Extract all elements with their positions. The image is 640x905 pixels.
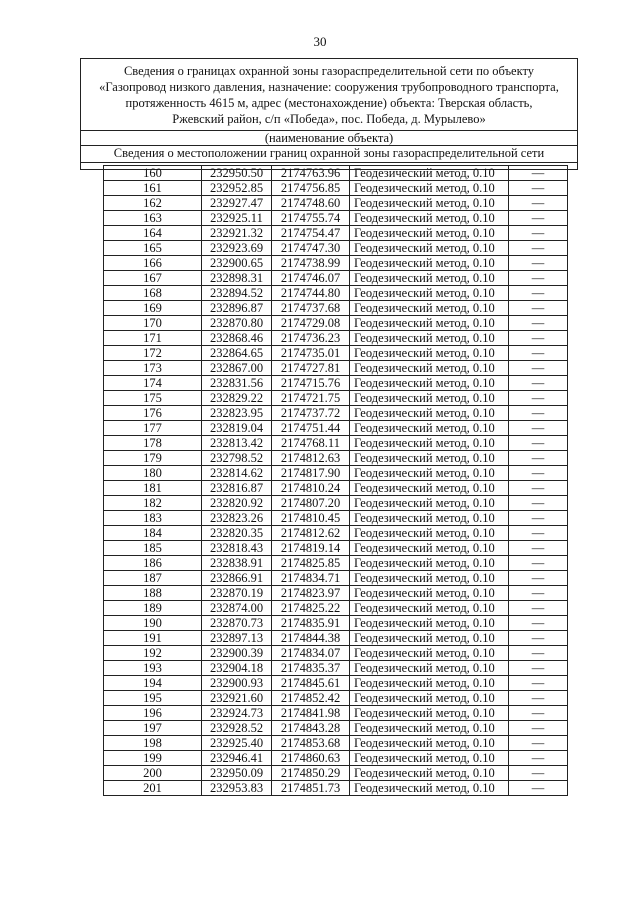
y-coordinate-cell: 2174835.91 — [272, 616, 350, 631]
table-row — [104, 421, 568, 436]
point-number-cell: 178 — [104, 436, 202, 451]
method-accuracy-cell: Геодезический метод, 0.10 — [350, 376, 509, 391]
method-accuracy-cell: Геодезический метод, 0.10 — [350, 286, 509, 301]
x-coordinate-cell: 232867.00 — [202, 361, 272, 376]
x-coordinate-cell: 232798.52 — [202, 451, 272, 466]
description-cell: — — [509, 166, 568, 181]
table-row — [104, 406, 568, 421]
y-coordinate-cell: 2174807.20 — [272, 496, 350, 511]
table-row — [104, 691, 568, 706]
method-accuracy-cell: Геодезический метод, 0.10 — [350, 481, 509, 496]
method-accuracy-cell: Геодезический метод, 0.10 — [350, 586, 509, 601]
description-cell: — — [509, 406, 568, 421]
y-coordinate-cell: 2174738.99 — [272, 256, 350, 271]
x-coordinate-cell: 232820.92 — [202, 496, 272, 511]
table-row — [104, 736, 568, 751]
method-accuracy-cell: Геодезический метод, 0.10 — [350, 406, 509, 421]
table-row — [104, 721, 568, 736]
description-cell: — — [509, 346, 568, 361]
description-cell: — — [509, 721, 568, 736]
header-line: Сведения о границах охранной зоны газораспределительной сети по объекту — [123, 64, 535, 78]
y-coordinate-cell: 2174834.71 — [272, 571, 350, 586]
table-row — [104, 571, 568, 586]
method-accuracy-cell: Геодезический метод, 0.10 — [350, 781, 509, 796]
point-number-cell: 194 — [104, 676, 202, 691]
y-coordinate-cell: 2174756.85 — [272, 181, 350, 196]
y-coordinate-cell: 2174852.42 — [272, 691, 350, 706]
object-description — [81, 59, 577, 130]
x-coordinate-cell: 232904.18 — [202, 661, 272, 676]
table-row — [104, 166, 568, 181]
description-cell: — — [509, 676, 568, 691]
y-coordinate-cell: 2174825.85 — [272, 556, 350, 571]
method-accuracy-cell: Геодезический метод, 0.10 — [350, 466, 509, 481]
point-number-cell: 171 — [104, 331, 202, 346]
point-number-cell: 175 — [104, 391, 202, 406]
method-accuracy-cell: Геодезический метод, 0.10 — [350, 601, 509, 616]
table-row — [104, 436, 568, 451]
table-row — [104, 331, 568, 346]
description-cell: — — [509, 601, 568, 616]
description-cell: — — [509, 571, 568, 586]
table-row — [104, 361, 568, 376]
method-accuracy-cell: Геодезический метод, 0.10 — [350, 616, 509, 631]
x-coordinate-cell: 232868.46 — [202, 331, 272, 346]
description-cell: — — [509, 391, 568, 406]
point-number-cell: 172 — [104, 346, 202, 361]
y-coordinate-cell: 2174810.45 — [272, 511, 350, 526]
x-coordinate-cell: 232924.73 — [202, 706, 272, 721]
point-number-cell: 165 — [104, 241, 202, 256]
y-coordinate-cell: 2174736.23 — [272, 331, 350, 346]
method-accuracy-cell: Геодезический метод, 0.10 — [350, 211, 509, 226]
x-coordinate-cell: 232921.60 — [202, 691, 272, 706]
x-coordinate-cell: 232897.13 — [202, 631, 272, 646]
header-line: протяженность 4615 м, адрес (местонахождение) объекта: Тверская область, — [125, 96, 533, 110]
method-accuracy-cell: Геодезический метод, 0.10 — [350, 541, 509, 556]
x-coordinate-cell: 232950.09 — [202, 766, 272, 781]
y-coordinate-cell: 2174747.30 — [272, 241, 350, 256]
method-accuracy-cell: Геодезический метод, 0.10 — [350, 271, 509, 286]
point-number-cell: 168 — [104, 286, 202, 301]
coordinates-table-body — [104, 166, 568, 796]
method-accuracy-cell: Геодезический метод, 0.10 — [350, 631, 509, 646]
description-cell: — — [509, 556, 568, 571]
x-coordinate-cell: 232814.62 — [202, 466, 272, 481]
table-row — [104, 616, 568, 631]
method-accuracy-cell: Геодезический метод, 0.10 — [350, 526, 509, 541]
y-coordinate-cell: 2174817.90 — [272, 466, 350, 481]
method-accuracy-cell: Геодезический метод, 0.10 — [350, 511, 509, 526]
method-accuracy-cell: Геодезический метод, 0.10 — [350, 496, 509, 511]
point-number-cell: 198 — [104, 736, 202, 751]
x-coordinate-cell: 232923.69 — [202, 241, 272, 256]
y-coordinate-cell: 2174812.63 — [272, 451, 350, 466]
description-cell: — — [509, 271, 568, 286]
point-number-cell: 189 — [104, 601, 202, 616]
y-coordinate-cell: 2174737.72 — [272, 406, 350, 421]
table-row — [104, 661, 568, 676]
table-row — [104, 376, 568, 391]
y-coordinate-cell: 2174845.61 — [272, 676, 350, 691]
x-coordinate-cell: 232870.19 — [202, 586, 272, 601]
method-accuracy-cell: Геодезический метод, 0.10 — [350, 706, 509, 721]
point-number-cell: 181 — [104, 481, 202, 496]
y-coordinate-cell: 2174737.68 — [272, 301, 350, 316]
point-number-cell: 196 — [104, 706, 202, 721]
method-accuracy-cell: Геодезический метод, 0.10 — [350, 331, 509, 346]
x-coordinate-cell: 232870.80 — [202, 316, 272, 331]
coordinates-table — [103, 165, 568, 796]
description-cell: — — [509, 466, 568, 481]
y-coordinate-cell: 2174860.63 — [272, 751, 350, 766]
table-row — [104, 751, 568, 766]
table-row — [104, 241, 568, 256]
table-row — [104, 586, 568, 601]
point-number-cell: 201 — [104, 781, 202, 796]
point-number-cell: 174 — [104, 376, 202, 391]
point-number-cell: 177 — [104, 421, 202, 436]
table-row — [104, 211, 568, 226]
point-number-cell: 170 — [104, 316, 202, 331]
method-accuracy-cell: Геодезический метод, 0.10 — [350, 721, 509, 736]
method-accuracy-cell: Геодезический метод, 0.10 — [350, 421, 509, 436]
method-accuracy-cell: Геодезический метод, 0.10 — [350, 571, 509, 586]
x-coordinate-cell: 232823.95 — [202, 406, 272, 421]
y-coordinate-cell: 2174763.96 — [272, 166, 350, 181]
y-coordinate-cell: 2174844.38 — [272, 631, 350, 646]
point-number-cell: 160 — [104, 166, 202, 181]
table-row — [104, 631, 568, 646]
description-cell: — — [509, 541, 568, 556]
header-line: Ржевский район, с/п «Победа», пос. Победа, д. Мурылево» — [172, 112, 486, 126]
description-cell: — — [509, 286, 568, 301]
y-coordinate-cell: 2174825.22 — [272, 601, 350, 616]
x-coordinate-cell: 232894.52 — [202, 286, 272, 301]
table-row — [104, 391, 568, 406]
method-accuracy-cell: Геодезический метод, 0.10 — [350, 556, 509, 571]
document-header-frame — [80, 58, 578, 170]
method-accuracy-cell: Геодезический метод, 0.10 — [350, 256, 509, 271]
header-line: «Газопровод низкого давления, назначение: сооружения трубопроводного транспорта, — [99, 80, 559, 94]
point-number-cell: 186 — [104, 556, 202, 571]
x-coordinate-cell: 232896.87 — [202, 301, 272, 316]
method-accuracy-cell: Геодезический метод, 0.10 — [350, 196, 509, 211]
description-cell: — — [509, 511, 568, 526]
description-cell: — — [509, 421, 568, 436]
x-coordinate-cell: 232946.41 — [202, 751, 272, 766]
x-coordinate-cell: 232898.31 — [202, 271, 272, 286]
description-cell: — — [509, 691, 568, 706]
table-row — [104, 481, 568, 496]
y-coordinate-cell: 2174823.97 — [272, 586, 350, 601]
x-coordinate-cell: 232831.56 — [202, 376, 272, 391]
table-row — [104, 541, 568, 556]
table-row — [104, 256, 568, 271]
y-coordinate-cell: 2174754.47 — [272, 226, 350, 241]
description-cell: — — [509, 241, 568, 256]
x-coordinate-cell: 232925.11 — [202, 211, 272, 226]
table-row — [104, 781, 568, 796]
point-number-cell: 179 — [104, 451, 202, 466]
description-cell: — — [509, 526, 568, 541]
point-number-cell: 161 — [104, 181, 202, 196]
description-cell: — — [509, 436, 568, 451]
description-cell: — — [509, 481, 568, 496]
description-cell: — — [509, 181, 568, 196]
x-coordinate-cell: 232819.04 — [202, 421, 272, 436]
x-coordinate-cell: 232870.73 — [202, 616, 272, 631]
point-number-cell: 166 — [104, 256, 202, 271]
x-coordinate-cell: 232928.52 — [202, 721, 272, 736]
point-number-cell: 182 — [104, 496, 202, 511]
method-accuracy-cell: Геодезический метод, 0.10 — [350, 361, 509, 376]
method-accuracy-cell: Геодезический метод, 0.10 — [350, 676, 509, 691]
description-cell: — — [509, 301, 568, 316]
table-row — [104, 646, 568, 661]
method-accuracy-cell: Геодезический метод, 0.10 — [350, 166, 509, 181]
y-coordinate-cell: 2174729.08 — [272, 316, 350, 331]
table-row — [104, 196, 568, 211]
location-caption: Сведения о местоположении границ охранной зоны газораспределительной сети — [81, 145, 577, 162]
y-coordinate-cell: 2174819.14 — [272, 541, 350, 556]
table-row — [104, 451, 568, 466]
x-coordinate-cell: 232927.47 — [202, 196, 272, 211]
x-coordinate-cell: 232925.40 — [202, 736, 272, 751]
method-accuracy-cell: Геодезический метод, 0.10 — [350, 661, 509, 676]
y-coordinate-cell: 2174841.98 — [272, 706, 350, 721]
table-row — [104, 316, 568, 331]
x-coordinate-cell: 232874.00 — [202, 601, 272, 616]
method-accuracy-cell: Геодезический метод, 0.10 — [350, 241, 509, 256]
point-number-cell: 167 — [104, 271, 202, 286]
description-cell: — — [509, 736, 568, 751]
method-accuracy-cell: Геодезический метод, 0.10 — [350, 316, 509, 331]
x-coordinate-cell: 232816.87 — [202, 481, 272, 496]
y-coordinate-cell: 2174755.74 — [272, 211, 350, 226]
point-number-cell: 193 — [104, 661, 202, 676]
x-coordinate-cell: 232900.65 — [202, 256, 272, 271]
method-accuracy-cell: Геодезический метод, 0.10 — [350, 181, 509, 196]
y-coordinate-cell: 2174715.76 — [272, 376, 350, 391]
point-number-cell: 192 — [104, 646, 202, 661]
point-number-cell: 185 — [104, 541, 202, 556]
x-coordinate-cell: 232900.93 — [202, 676, 272, 691]
y-coordinate-cell: 2174746.07 — [272, 271, 350, 286]
method-accuracy-cell: Геодезический метод, 0.10 — [350, 346, 509, 361]
y-coordinate-cell: 2174810.24 — [272, 481, 350, 496]
point-number-cell: 200 — [104, 766, 202, 781]
point-number-cell: 162 — [104, 196, 202, 211]
point-number-cell: 169 — [104, 301, 202, 316]
method-accuracy-cell: Геодезический метод, 0.10 — [350, 391, 509, 406]
point-number-cell: 199 — [104, 751, 202, 766]
point-number-cell: 183 — [104, 511, 202, 526]
y-coordinate-cell: 2174727.81 — [272, 361, 350, 376]
method-accuracy-cell: Геодезический метод, 0.10 — [350, 766, 509, 781]
method-accuracy-cell: Геодезический метод, 0.10 — [350, 226, 509, 241]
description-cell: — — [509, 226, 568, 241]
description-cell: — — [509, 631, 568, 646]
method-accuracy-cell: Геодезический метод, 0.10 — [350, 736, 509, 751]
description-cell: — — [509, 766, 568, 781]
table-row — [104, 556, 568, 571]
y-coordinate-cell: 2174835.37 — [272, 661, 350, 676]
y-coordinate-cell: 2174850.29 — [272, 766, 350, 781]
x-coordinate-cell: 232823.26 — [202, 511, 272, 526]
table-row — [104, 346, 568, 361]
x-coordinate-cell: 232950.50 — [202, 166, 272, 181]
point-number-cell: 188 — [104, 586, 202, 601]
method-accuracy-cell: Геодезический метод, 0.10 — [350, 751, 509, 766]
page-number: 30 — [313, 34, 327, 49]
y-coordinate-cell: 2174721.75 — [272, 391, 350, 406]
x-coordinate-cell: 232900.39 — [202, 646, 272, 661]
table-row — [104, 271, 568, 286]
point-number-cell: 180 — [104, 466, 202, 481]
x-coordinate-cell: 232820.35 — [202, 526, 272, 541]
y-coordinate-cell: 2174735.01 — [272, 346, 350, 361]
table-row — [104, 511, 568, 526]
x-coordinate-cell: 232818.43 — [202, 541, 272, 556]
y-coordinate-cell: 2174748.60 — [272, 196, 350, 211]
table-row — [104, 676, 568, 691]
x-coordinate-cell: 232952.85 — [202, 181, 272, 196]
method-accuracy-cell: Геодезический метод, 0.10 — [350, 301, 509, 316]
x-coordinate-cell: 232864.65 — [202, 346, 272, 361]
table-row — [104, 226, 568, 241]
table-row — [104, 526, 568, 541]
y-coordinate-cell: 2174768.11 — [272, 436, 350, 451]
table-row — [104, 496, 568, 511]
point-number-cell: 197 — [104, 721, 202, 736]
method-accuracy-cell: Геодезический метод, 0.10 — [350, 451, 509, 466]
description-cell: — — [509, 256, 568, 271]
description-cell: — — [509, 781, 568, 796]
description-cell: — — [509, 661, 568, 676]
table-row — [104, 301, 568, 316]
y-coordinate-cell: 2174751.44 — [272, 421, 350, 436]
method-accuracy-cell: Геодезический метод, 0.10 — [350, 646, 509, 661]
point-number-cell: 187 — [104, 571, 202, 586]
description-cell: — — [509, 706, 568, 721]
x-coordinate-cell: 232953.83 — [202, 781, 272, 796]
x-coordinate-cell: 232866.91 — [202, 571, 272, 586]
description-cell: — — [509, 451, 568, 466]
x-coordinate-cell: 232921.32 — [202, 226, 272, 241]
x-coordinate-cell: 232838.91 — [202, 556, 272, 571]
y-coordinate-cell: 2174853.68 — [272, 736, 350, 751]
description-cell: — — [509, 331, 568, 346]
table-row — [104, 601, 568, 616]
point-number-cell: 191 — [104, 631, 202, 646]
point-number-cell: 184 — [104, 526, 202, 541]
description-cell: — — [509, 316, 568, 331]
method-accuracy-cell: Геодезический метод, 0.10 — [350, 691, 509, 706]
description-cell: — — [509, 616, 568, 631]
y-coordinate-cell: 2174744.80 — [272, 286, 350, 301]
point-number-cell: 163 — [104, 211, 202, 226]
description-cell: — — [509, 361, 568, 376]
method-accuracy-cell: Геодезический метод, 0.10 — [350, 436, 509, 451]
y-coordinate-cell: 2174843.28 — [272, 721, 350, 736]
description-cell: — — [509, 376, 568, 391]
description-cell: — — [509, 646, 568, 661]
table-row — [104, 181, 568, 196]
y-coordinate-cell: 2174834.07 — [272, 646, 350, 661]
y-coordinate-cell: 2174851.73 — [272, 781, 350, 796]
point-number-cell: 190 — [104, 616, 202, 631]
description-cell: — — [509, 586, 568, 601]
point-number-cell: 173 — [104, 361, 202, 376]
x-coordinate-cell: 232813.42 — [202, 436, 272, 451]
table-row — [104, 286, 568, 301]
y-coordinate-cell: 2174812.62 — [272, 526, 350, 541]
description-cell: — — [509, 196, 568, 211]
description-cell: — — [509, 211, 568, 226]
point-number-cell: 164 — [104, 226, 202, 241]
point-number-cell: 195 — [104, 691, 202, 706]
point-number-cell: 176 — [104, 406, 202, 421]
description-cell: — — [509, 751, 568, 766]
x-coordinate-cell: 232829.22 — [202, 391, 272, 406]
table-row — [104, 766, 568, 781]
table-row — [104, 706, 568, 721]
description-cell: — — [509, 496, 568, 511]
object-name-caption: (наименование объекта) — [81, 130, 577, 145]
table-row — [104, 466, 568, 481]
